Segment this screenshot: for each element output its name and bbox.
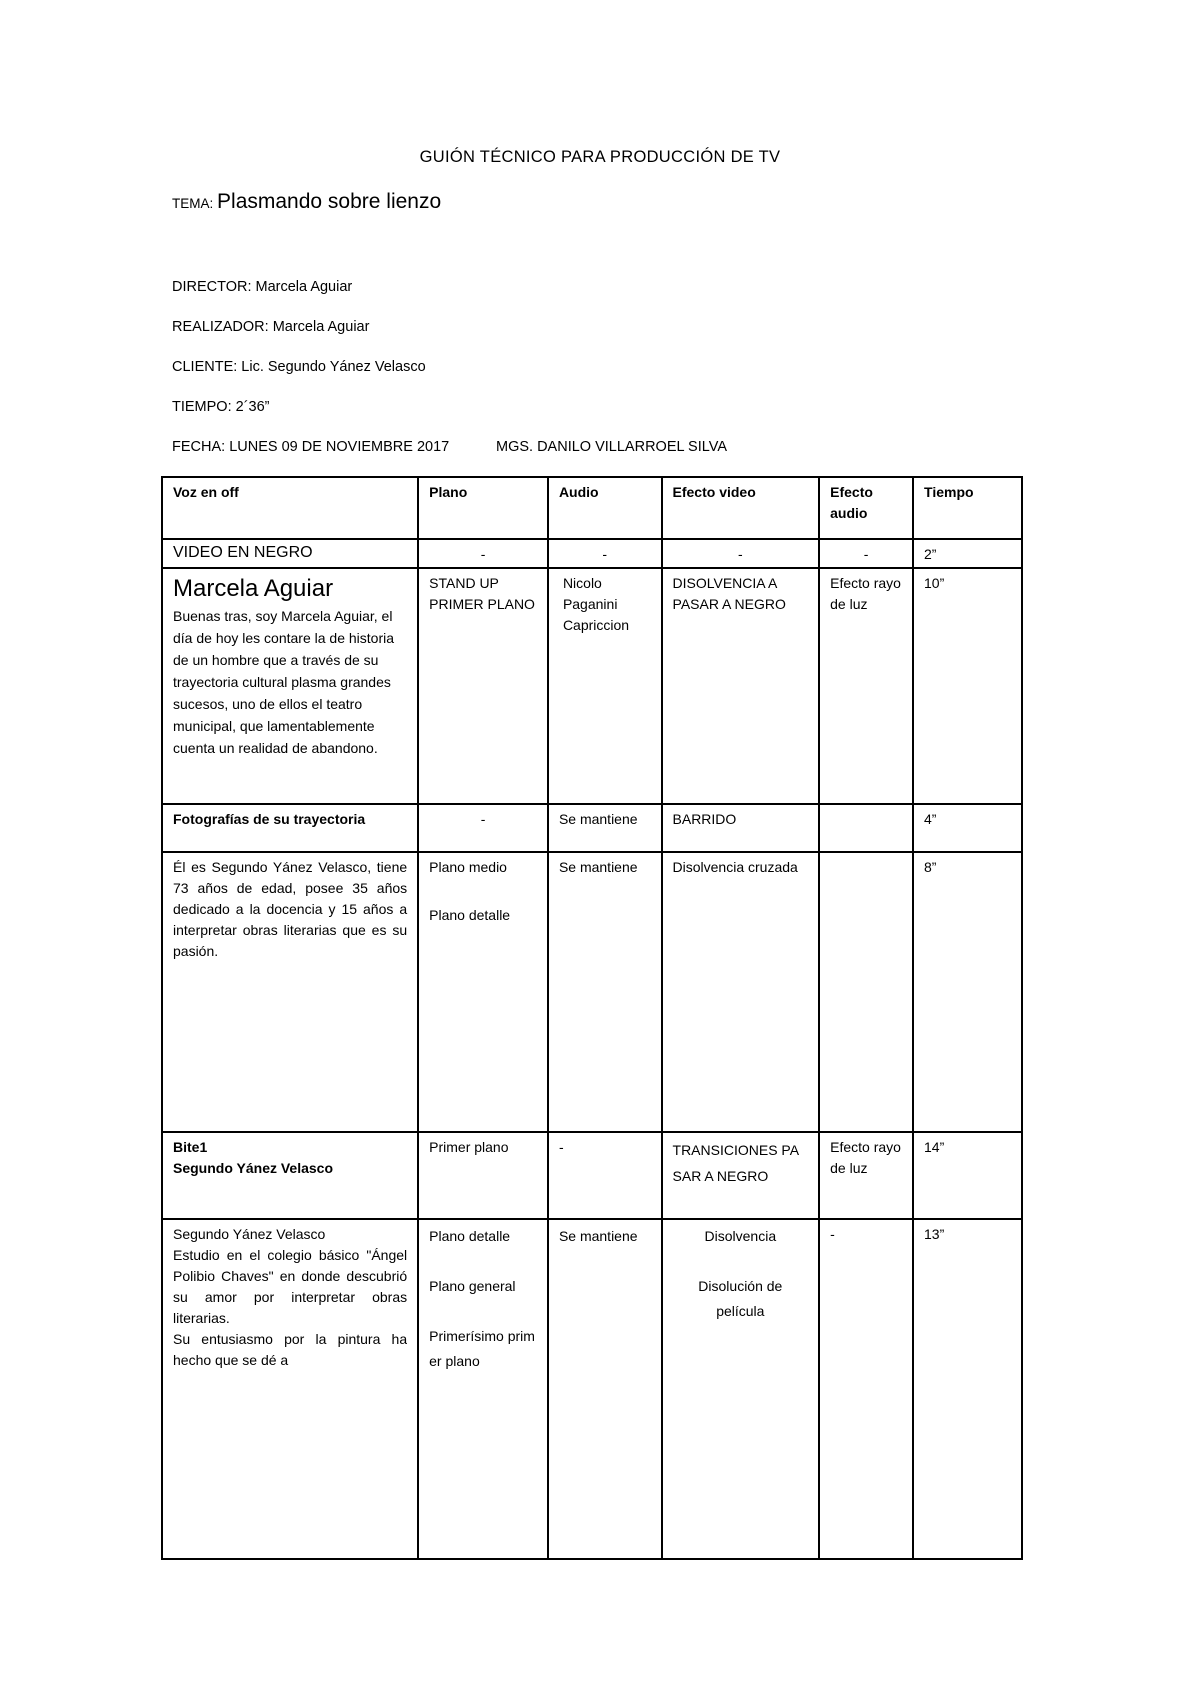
efecto-audio-cell: - — [819, 1219, 913, 1559]
docente-line: MGS. DANILO VILLARROEL SILVA — [496, 439, 728, 455]
plano-cell: Primer plano — [418, 1132, 548, 1219]
tiempo-cell: 10” — [913, 568, 1022, 804]
table-row — [162, 852, 1022, 1132]
voz-cell — [162, 568, 418, 804]
plano-cell: - — [418, 539, 548, 568]
script-table — [161, 476, 1023, 1560]
realizador-line: REALIZADOR: Marcela Aguiar — [172, 319, 370, 335]
plano-cell — [418, 852, 548, 1132]
tema-line — [172, 190, 441, 214]
audio-cell: Se mantiene — [548, 1219, 662, 1559]
voz-cell: Fotografías de su trayectoria — [162, 804, 418, 852]
voz-cell — [162, 1132, 418, 1219]
table-row — [162, 568, 1022, 804]
plano-cell — [418, 1219, 548, 1559]
efecto-video-cell: BARRIDO — [662, 804, 820, 852]
table-row — [162, 1132, 1022, 1219]
table-row — [162, 1219, 1022, 1559]
table-row — [162, 804, 1022, 852]
voz-text: Segundo Yánez Velasco — [173, 1160, 334, 1176]
efecto-audio-cell — [819, 804, 913, 852]
efecto-video-cell: Disolvencia cruzada — [662, 852, 820, 1132]
tiempo-cell: 4” — [913, 804, 1022, 852]
plano-text: Plano medio — [429, 859, 507, 875]
efecto-audio-cell: - — [819, 539, 913, 568]
column-header: Plano — [418, 477, 548, 539]
tiempo-cell: 2” — [913, 539, 1022, 568]
column-header: Tiempo — [913, 477, 1022, 539]
voz-text: Estudio en el colegio básico "Ángel Polibio Chaves" en donde descubrió su amor por interpretar obras literarias. — [173, 1247, 408, 1326]
plano-text: Plano detalle — [429, 907, 511, 923]
tiempo-cell: 8” — [913, 852, 1022, 1132]
voz-title: Bite1 — [173, 1139, 208, 1155]
tema-label: TEMA: — [172, 196, 214, 211]
tema-value: Plasmando sobre lienzo — [217, 190, 442, 213]
efecto-audio-cell — [819, 852, 913, 1132]
plano-text: Plano detalle — [429, 1228, 511, 1244]
efecto-audio-cell: Efecto rayo de luz — [819, 1132, 913, 1219]
tiempo-line: TIEMPO: 2´36” — [172, 399, 270, 415]
voz-text: Su entusiasmo por la pintura ha hecho que se dé a — [173, 1331, 408, 1368]
plano-text: Primerísimo primer plano — [429, 1328, 535, 1369]
efecto-video-cell — [662, 1219, 820, 1559]
audio-cell: Se mantiene — [548, 852, 662, 1132]
plano-text: Plano general — [429, 1278, 516, 1294]
column-header: Efecto video — [662, 477, 820, 539]
voz-title: Marcela Aguiar — [173, 575, 334, 602]
efecto-video-text: Disolvencia — [704, 1228, 777, 1244]
audio-cell: - — [548, 1132, 662, 1219]
tiempo-cell: 14” — [913, 1132, 1022, 1219]
efecto-audio-cell: Efecto rayo de luz — [819, 568, 913, 804]
cliente-line: CLIENTE: Lic. Segundo Yánez Velasco — [172, 359, 426, 375]
efecto-video-text: Disolución de película — [698, 1278, 783, 1319]
column-header: Voz en off — [162, 477, 418, 539]
efecto-video-cell: TRANSICIONES PASAR A NEGRO — [662, 1132, 820, 1219]
column-header: Efecto audio — [819, 477, 913, 539]
audio-cell: Se mantiene — [548, 804, 662, 852]
fecha-line: FECHA: LUNES 09 DE NOVIEMBRE 2017 — [172, 439, 450, 455]
efecto-video-cell: - — [662, 539, 820, 568]
voz-cell: Él es Segundo Yánez Velasco, tiene 73 años de edad, posee 35 años dedicado a la docencia y 15 años a interpretar obras literarias que es su pasión. — [162, 852, 418, 1132]
director-line: DIRECTOR: Marcela Aguiar — [172, 279, 353, 295]
table-header-row — [162, 477, 1022, 539]
tiempo-cell: 13” — [913, 1219, 1022, 1559]
plano-cell: STAND UP PRIMER PLANO — [418, 568, 548, 804]
efecto-video-cell: DISOLVENCIA A PASAR A NEGRO — [662, 568, 820, 804]
column-header: Audio — [548, 477, 662, 539]
voz-cell: VIDEO EN NEGRO — [162, 539, 418, 568]
audio-cell: Nicolo Paganini Capriccion — [548, 568, 662, 804]
table-row — [162, 539, 1022, 568]
voz-cell — [162, 1219, 418, 1559]
document-title: GUIÓN TÉCNICO PARA PRODUCCIÓN DE TV — [419, 148, 781, 166]
voz-text: Buenas tras, soy Marcela Aguiar, el día de hoy les contare la de historia de un hombre que a través de su trayectoria cultural plasma grandes sucesos, uno de ellos el teatro municipal, que lamentablemente cuenta un realidad de abandono. — [173, 608, 395, 756]
voz-text: Segundo Yánez Velasco — [173, 1226, 326, 1242]
audio-cell: - — [548, 539, 662, 568]
plano-cell: - — [418, 804, 548, 852]
